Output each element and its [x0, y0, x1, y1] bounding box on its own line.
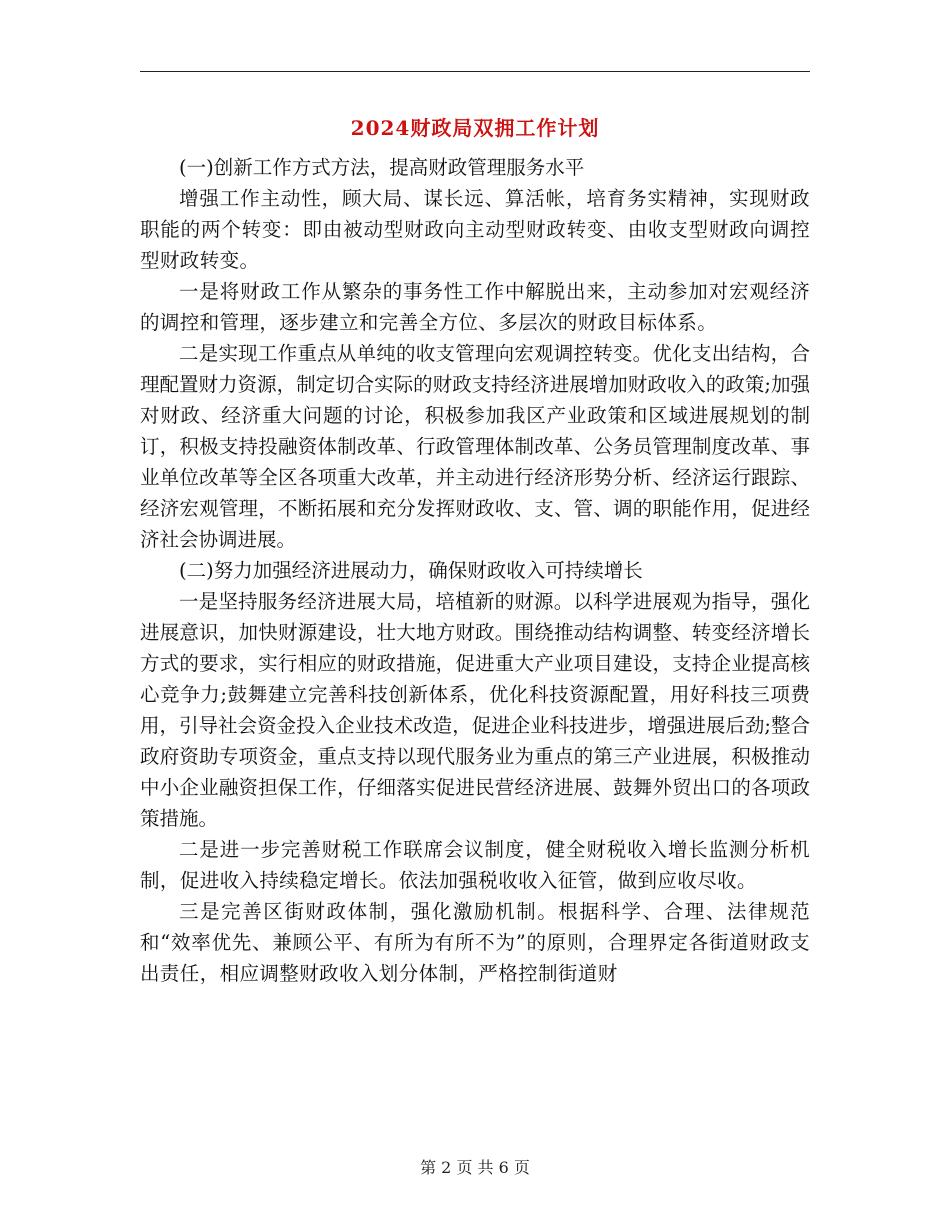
- section-heading-2: (二)努力加强经济进展动力，确保财政收入可持续增长: [179, 559, 643, 582]
- paragraph-1-3: 二是实现工作重点从单纯的收支管理向宏观调控转变。优化支出结构，合理配置财力资源，制定切合实际的财政支持经济进展增加财政收入的政策;加强对财政、经济重大问题的讨论，积极参加我区产业政策和区域进展规划的制订，积极支持投融资体制改革、行政管理体制改革、公务员管理制度改革、事业单位改革等全区各项重大改革，并主动进行经济形势分析、经济运行跟踪、经济宏观管理，不断拓展和充分发挥财政收、支、管、调的职能作用，促进经济社会协调进展。: [140, 342, 810, 551]
- page-number: 第 2 页 共 6 页: [420, 1158, 530, 1177]
- paragraph-2-2: 二是进一步完善财税工作联席会议制度，健全财税收入增长监测分析机制，促进收入持续稳定增长。依法加强税收收入征管，做到应收尽收。: [140, 838, 810, 892]
- paragraph-1-2: 一是将财政工作从繁杂的事务性工作中解脱出来，主动参加对宏观经济的调控和管理，逐步建立和完善全方位、多层次的财政目标体系。: [140, 280, 810, 334]
- section-heading-1: (一)创新工作方式方法，提高财政管理服务水平: [179, 156, 585, 179]
- paragraph-2-1: 一是坚持服务经济进展大局，培植新的财源。以科学进展观为指导，强化进展意识，加快财源建设，壮大地方财政。围绕推动结构调整、转变经济增长方式的要求，实行相应的财政措施，促进重大产业项目建设，支持企业提高核心竞争力;鼓舞建立完善科技创新体系，优化科技资源配置，用好科技三项费用，引导社会资金投入企业技术改造，促进企业科技进步，增强进展后劲;整合政府资助专项资金，重点支持以现代服务业为重点的第三产业进展，积极推动中小企业融资担保工作，仔细落实促进民营经济进展、鼓舞外贸出口的各项政策措施。: [140, 590, 810, 830]
- document-title: 2024财政局双拥工作计划: [350, 116, 600, 140]
- paragraph-1-1: 增强工作主动性，顾大局、谋长远、算活帐，培育务实精神，实现财政职能的两个转变：即由被动型财政向主动型财政转变、由收支型财政向调控型财政转变。: [140, 187, 810, 272]
- header-rule: [140, 71, 810, 72]
- paragraph-2-3: 三是完善区街财政体制，强化激励机制。根据科学、合理、法律规范和“效率优先、兼顾公平、有所为有所不为”的原则，合理界定各街道财政支出责任，相应调整财政收入划分体制，严格控制街道财: [140, 900, 810, 985]
- document-body: [140, 152, 810, 989]
